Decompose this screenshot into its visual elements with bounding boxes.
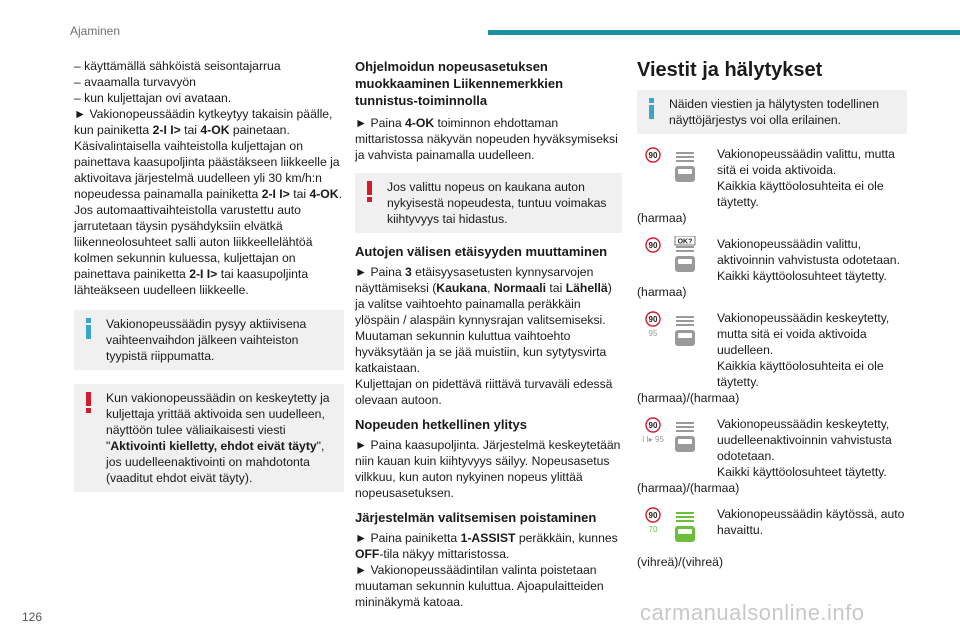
- list-item: – kun kuljettajan ovi avataan.: [74, 91, 232, 105]
- message-item: [637, 416, 907, 480]
- message-item: [637, 310, 907, 390]
- car-icon: [675, 316, 695, 346]
- car-icon: [675, 422, 695, 452]
- indicator-color-label: (harmaa)/(harmaa): [637, 481, 740, 495]
- info-icon: [86, 318, 91, 339]
- paragraph-overspeed: ► Paina kaasupoljinta. Järjestelmä keskeytetään niin kauan kuin kiihtyvyys säilyy. Nopeusasetus vilkkuu, kun auton nykyinen nopeus ylittää nopeusasetuksen.: [355, 438, 621, 500]
- paragraph-manual: Käsivalintaisella vaihteistolla kuljettajan on painettava kaasupoljinta päästäkseen liikkeelle ja aktivoitava järjestelmä uudelleen yli 30 km/h:n nopeudessa painamalla painiketta 2-I I> tai 4-OK.: [74, 139, 342, 201]
- indicator-color-label: (vihreä)/(vihreä): [637, 555, 724, 569]
- info-note: Näiden viestien ja hälytysten todellinen näyttöjärjestys voi olla erilainen.: [637, 90, 907, 134]
- warning-icon: [86, 392, 91, 413]
- car-icon: [675, 152, 695, 182]
- paragraph-distance-memory: Muutaman sekunnin kuluttua vaihtoehto hyväksytään ja se jää muistiin, kun sytytysvirta katkaistaan.: [355, 329, 607, 375]
- paragraph-programmed-speed: ► Paina 4-OK toiminnon ehdottaman mittaristossa näkyvän nopeuden hyväksymiseksi ja vahvista painamalla uudelleen.: [355, 116, 618, 162]
- speed-limit-value: 90: [648, 151, 658, 160]
- info-icon: [649, 98, 654, 119]
- cruise-indicator-icon: [637, 146, 717, 194]
- cruise-indicator-icon: [637, 416, 717, 464]
- distance-bar: [676, 246, 694, 248]
- list-item: – avaamalla turvavyön: [74, 75, 196, 89]
- paragraph-distance-safety: Kuljettajan on pidettävä riittävä turvaväli edessä olevaan autoon.: [355, 377, 613, 407]
- set-speed-value: I I▸ 95: [642, 435, 664, 444]
- car-window: [678, 169, 692, 174]
- cruise-indicator-icon: [637, 310, 717, 358]
- distance-bar: [676, 512, 694, 514]
- car-window: [678, 259, 692, 264]
- message-list: [637, 146, 907, 570]
- warning-note: Jos valittu nopeus on kaukana auton nykyisestä nopeudesta, tuntuu voimakas kiihtyvyys tai hidastus.: [355, 173, 622, 233]
- message-text: Vakionopeussäädin keskeytetty, uudelleenaktivoinnin vahvistusta odotetaan. Kaikki käyttöolosuhteet täytetty.: [717, 417, 892, 479]
- warning-icon: [367, 181, 372, 202]
- cruise-indicator-graphic: [637, 146, 717, 194]
- header-accent-bar: [488, 30, 960, 35]
- message-text: Vakionopeussäädin valittu, mutta sitä ei voida aktivoida. Kaikkia käyttöolosuhteita ei ole täytetty.: [717, 147, 895, 209]
- message-item: [637, 506, 907, 554]
- car-window: [678, 529, 692, 534]
- indicator-color-label: (harmaa): [637, 285, 687, 299]
- distance-bar: [676, 316, 694, 318]
- indicator-color-label: (harmaa): [637, 211, 687, 225]
- distance-bar: [676, 516, 694, 518]
- paragraph-distance: ► Paina 3 etäisyysasetusten kynnysarvojen näyttämiseksi (Kaukana, Normaali tai Lähellä) ja valitse vaihtoehto painamalla peräkkäin ylöspäin / alaspäin kynnysrajan valitsemiseksi.: [355, 265, 612, 327]
- message-text: Vakionopeussäädin keskeytetty, mutta sitä ei voida aktivoida uudelleen. Kaikkia käyttöolosuhteita ei ole täytetty.: [717, 311, 890, 389]
- page-number: 126: [22, 610, 43, 624]
- message-text: Vakionopeussäädin valittu, aktivoinnin vahvistusta odotetaan. Kaikki käyttöolosuhteet täytetty.: [717, 237, 900, 283]
- indicator-color-label: (harmaa)/(harmaa): [637, 391, 740, 405]
- speed-limit-value: 90: [648, 421, 658, 430]
- cruise-indicator-graphic: [637, 310, 717, 358]
- ok-prompt-text: OK?: [677, 238, 693, 246]
- heading-deselect: Järjestelmän valitsemisen poistaminen: [355, 510, 597, 525]
- cruise-indicator-graphic: [637, 236, 717, 284]
- message-text: Vakionopeussäädin käytössä, auto havaittu.: [717, 507, 905, 537]
- distance-bar: [676, 324, 694, 326]
- cruise-indicator-graphic: [637, 506, 717, 554]
- column-3: [637, 58, 907, 570]
- cruise-indicator-icon: [637, 506, 717, 554]
- distance-bar: [676, 520, 694, 522]
- cruise-indicator-graphic: [637, 416, 717, 464]
- distance-bar: [676, 152, 694, 154]
- distance-bar: [676, 430, 694, 432]
- warning-note: Kun vakionopeussäädin on keskeytetty ja kuljettaja yrittää aktivoida sen uudelleen, näyttöön tulee väliaikaisesti viesti "Aktivointi kielletty, ehdot eivät täyty", jos uudelleenaktivointi on mahdotonta (vaaditut ehdot eivät täyty).: [74, 384, 344, 492]
- info-note: Vakionopeussäädin pysyy aktiivisena vaihteenvaihdon jälkeen vaihteiston tyypistä riippumatta.: [74, 310, 344, 370]
- car-window: [678, 439, 692, 444]
- car-window: [678, 333, 692, 338]
- watermark: carmanualsonline.info: [640, 600, 865, 625]
- paragraph-resume: ► Vakionopeussäädin kytkeytyy takaisin päälle, kun painiketta 2-I I> tai 4-OK painetaan.: [74, 107, 333, 137]
- distance-bar: [676, 426, 694, 428]
- section-title: Ajaminen: [70, 24, 121, 38]
- column-2: [355, 58, 622, 610]
- message-item: [637, 146, 907, 210]
- paragraph-deselect-result: ► Vakionopeussäädintilan valinta poistetaan muutaman sekunnin kuluttua. Ajoapulaitteiden mininäkymä katoaa.: [355, 563, 604, 609]
- speed-limit-value: 90: [648, 511, 658, 520]
- distance-bar: [676, 422, 694, 424]
- cruise-indicator-icon: [637, 236, 717, 284]
- speed-limit-value: 90: [648, 241, 658, 250]
- paragraph-automatic: Jos automaattivaihteistolla varustettu auto jarrutetaan täysin pysähdyksiin elvätkä liikenneolosuhteet salli auton liikkeellelähtöä kolmen sekunnin kuluessa, kuljettajan on painettava painiketta 2-I I> tai kaasupoljinta lähteäkseen uudelleen liikkeelle.: [74, 203, 313, 297]
- distance-bar: [676, 160, 694, 162]
- heading-overspeed: Nopeuden hetkellinen ylitys: [355, 417, 527, 432]
- list-item: – käyttämällä sähköistä seisontajarrua: [74, 59, 281, 73]
- heading-programmed-speed: Ohjelmoidun nopeusasetuksen muokkaaminen Liikennemerkkien tunnistus-toiminnolla: [355, 59, 564, 108]
- distance-bar: [676, 320, 694, 322]
- column-1: [74, 58, 344, 502]
- heading-distance: Autojen välisen etäisyyden muuttaminen: [355, 244, 608, 259]
- message-item: [637, 236, 907, 284]
- paragraph-deselect: ► Paina painiketta 1-ASSIST peräkkäin, kunnes OFF-tila näkyy mittaristossa.: [355, 531, 618, 561]
- set-speed-value: 95: [648, 329, 658, 338]
- distance-bar: [676, 250, 694, 252]
- speed-limit-value: 90: [648, 315, 658, 324]
- set-speed-value: 70: [648, 525, 658, 534]
- heading-messages: Viestit ja hälytykset: [637, 59, 823, 81]
- car-icon: [675, 242, 695, 272]
- distance-bar: [676, 156, 694, 158]
- car-icon: [675, 512, 695, 542]
